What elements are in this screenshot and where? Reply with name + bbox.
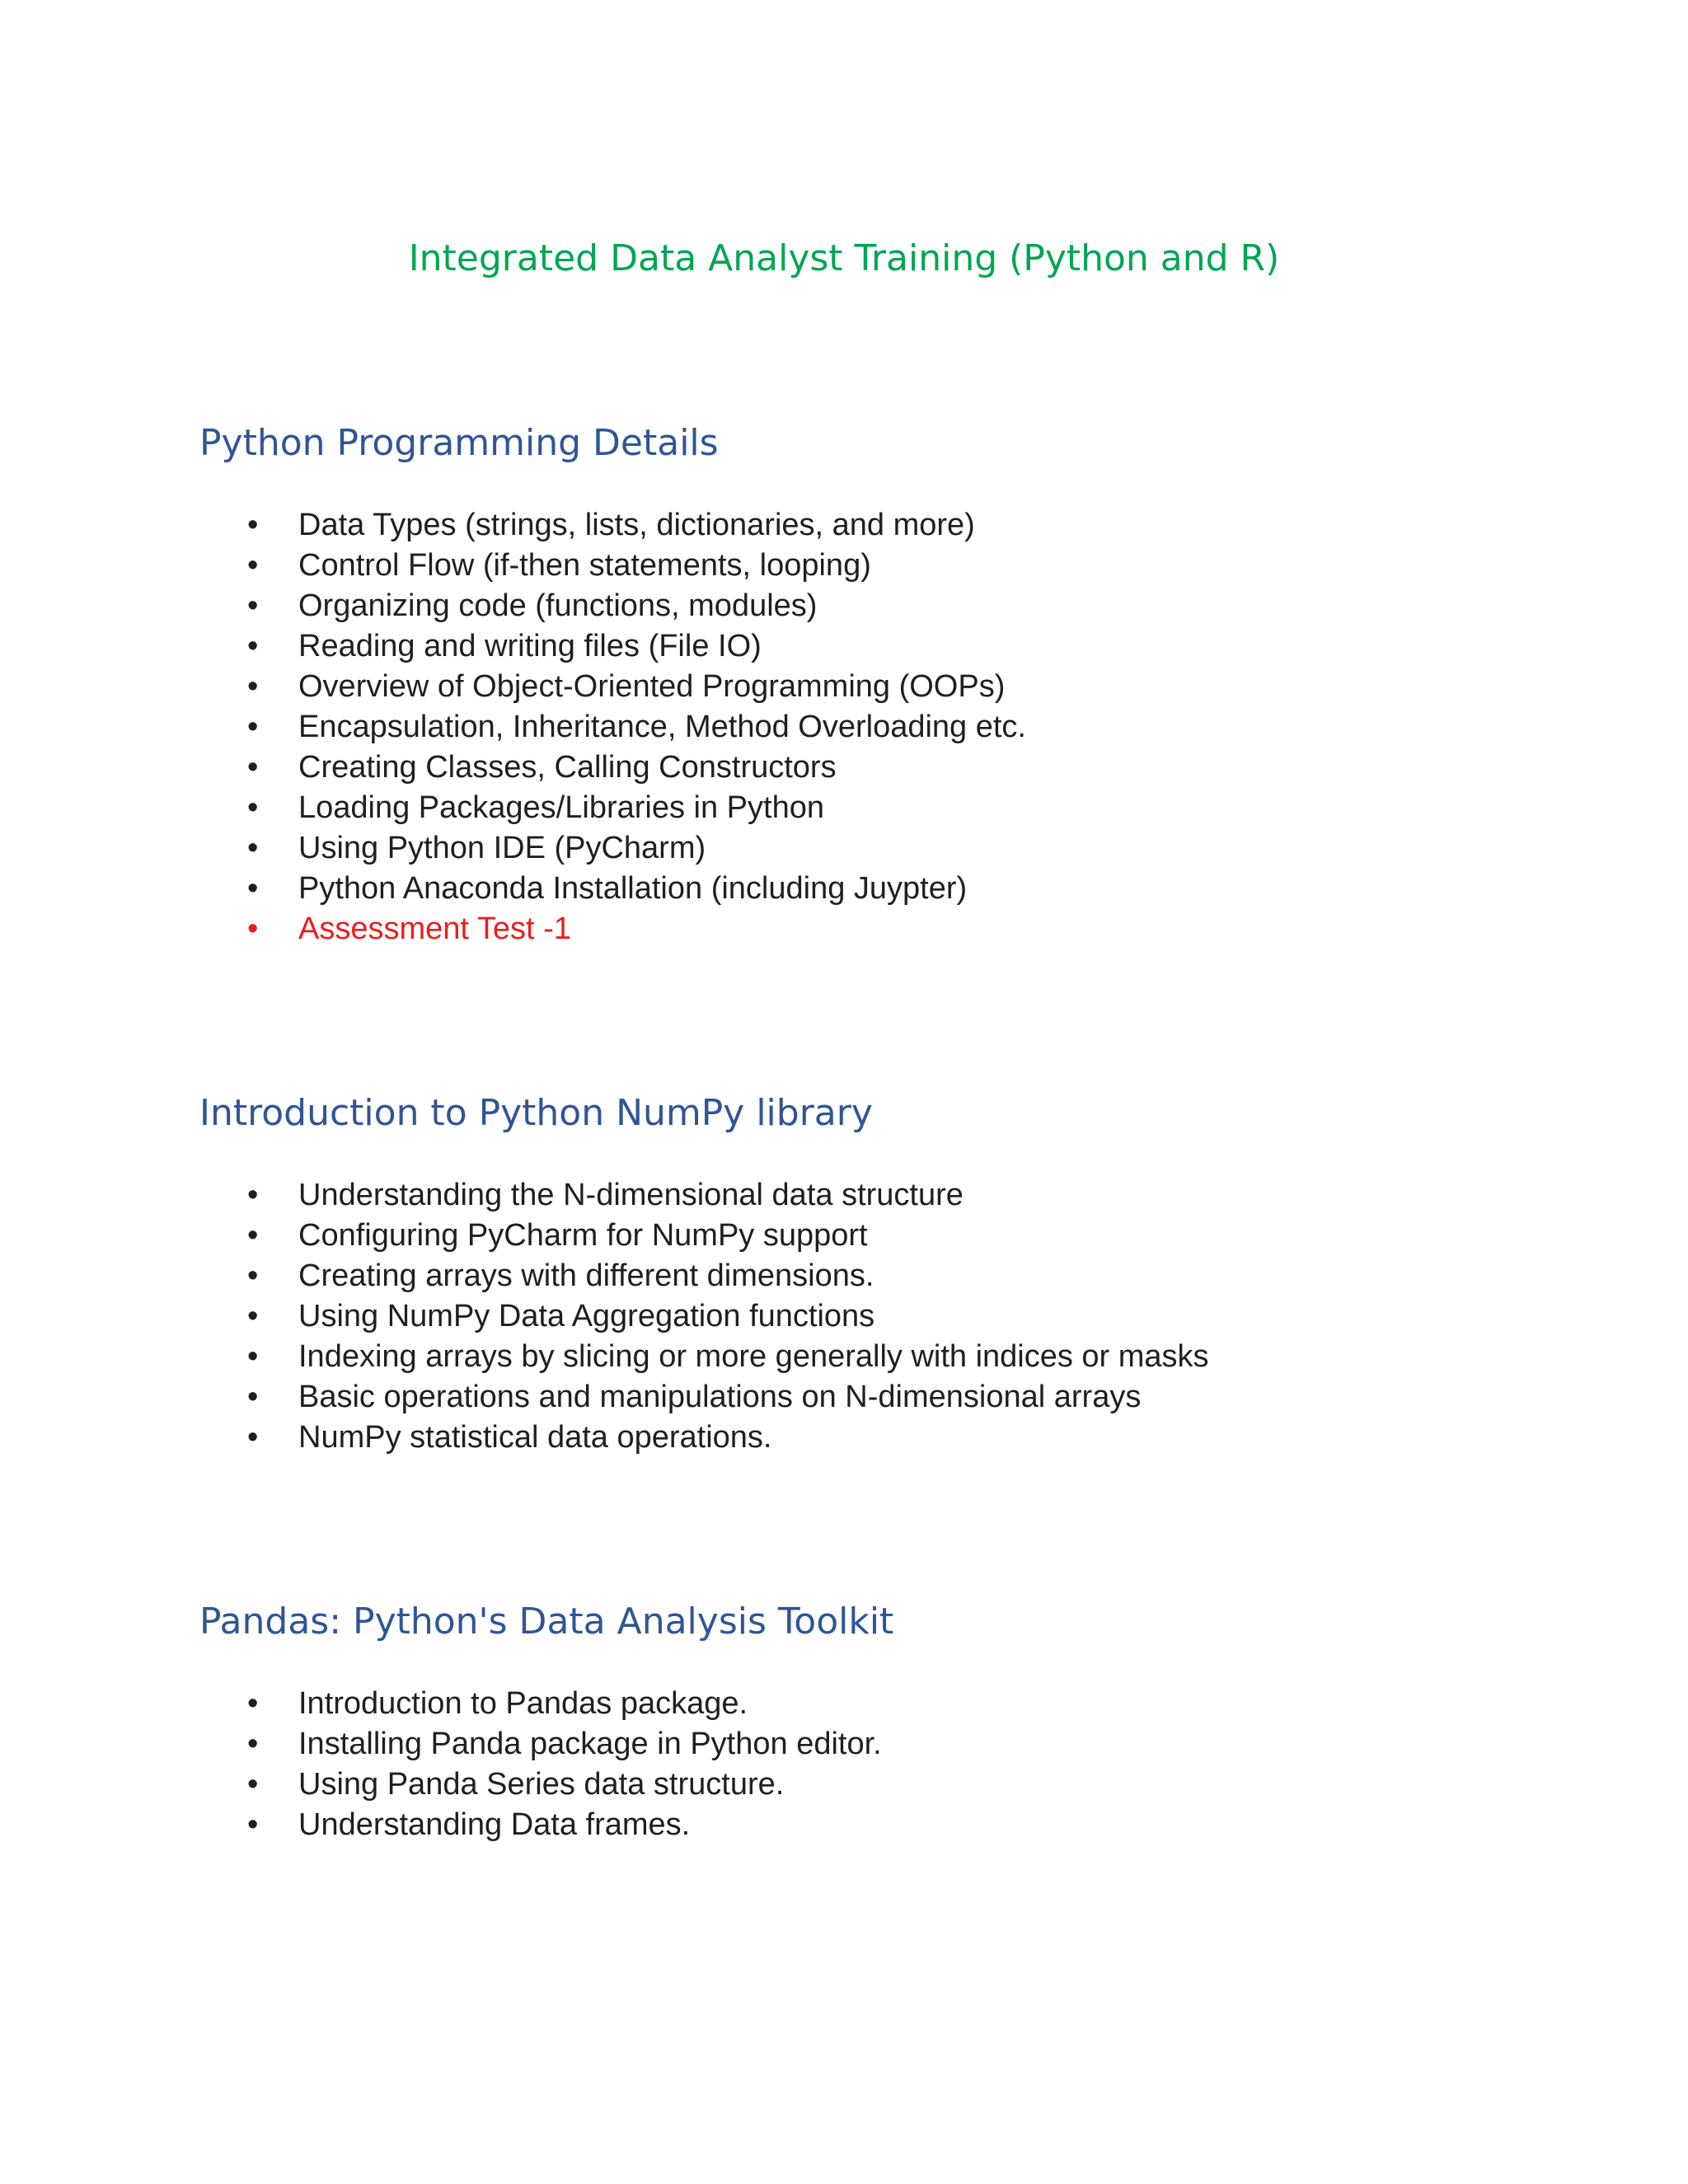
list-item: [199, 1724, 1601, 1765]
bullet-icon: •: [247, 1178, 259, 1212]
bullet-icon: •: [247, 508, 259, 542]
list-item: [199, 1377, 1601, 1418]
section-heading: Python Programming Details: [199, 422, 719, 464]
bullet-icon: •: [247, 1767, 259, 1802]
document-title: Integrated Data Analyst Training (Python and R): [408, 237, 1280, 279]
list-item: [199, 586, 1601, 626]
bullet-icon: •: [247, 912, 259, 946]
list-item: [199, 1175, 1601, 1216]
bullet-icon: •: [247, 790, 259, 825]
list-item-text: Introduction to Pandas package.: [298, 1686, 748, 1721]
list-item-text: Configuring PyCharm for NumPy support: [298, 1218, 868, 1253]
list-item: [199, 1805, 1601, 1845]
list-item-text: Using Python IDE (PyCharm): [298, 831, 706, 865]
bullet-icon: •: [247, 710, 259, 744]
bullet-icon: •: [247, 1686, 259, 1721]
list-item-text: Encapsulation, Inheritance, Method Overloading etc.: [298, 710, 1026, 744]
section-heading: Pandas: Python's Data Analysis Toolkit: [199, 1601, 894, 1643]
bullet-icon: •: [247, 750, 259, 785]
list-item: [199, 707, 1601, 748]
list-item-text: Data Types (strings, lists, dictionaries, and more): [298, 508, 975, 542]
bullet-icon: •: [247, 1420, 259, 1455]
list-item: [199, 788, 1601, 828]
list-item-text: Control Flow (if-then statements, looping): [298, 548, 871, 583]
bullet-icon: •: [247, 1258, 259, 1293]
list-item: [199, 546, 1601, 586]
list-item: [199, 828, 1601, 869]
topic-list: [199, 1684, 1601, 1845]
list-item: [199, 748, 1601, 788]
bullet-icon: •: [247, 669, 259, 704]
list-item: [199, 505, 1601, 546]
list-item-text: Basic operations and manipulations on N-dimensional arrays: [298, 1380, 1142, 1414]
list-item: [199, 1418, 1601, 1458]
list-item-text: Understanding Data frames.: [298, 1807, 691, 1842]
list-item-text: Python Anaconda Installation (including Juypter): [298, 871, 968, 906]
topic-list: [199, 505, 1601, 949]
section-python-programming: [199, 418, 1601, 949]
list-item-text: Creating Classes, Calling Constructors: [298, 750, 837, 785]
bullet-icon: •: [247, 1299, 259, 1333]
bullet-icon: •: [247, 871, 259, 906]
list-item: [199, 667, 1601, 707]
bullet-icon: •: [247, 831, 259, 865]
list-item: [199, 1256, 1601, 1296]
bullet-icon: •: [247, 1727, 259, 1761]
bullet-icon: •: [247, 1218, 259, 1253]
list-item-text: Understanding the N-dimensional data structure: [298, 1178, 964, 1212]
topic-list: [199, 1175, 1601, 1458]
section-numpy-library: [199, 1088, 1601, 1458]
list-item-text: Indexing arrays by slicing or more generally with indices or masks: [298, 1339, 1209, 1374]
list-item: [199, 1684, 1601, 1724]
list-item-text: NumPy statistical data operations.: [298, 1420, 772, 1455]
list-item-text: Overview of Object-Oriented Programming (OOPs): [298, 669, 1006, 704]
list-item-text: Assessment Test -1: [298, 912, 571, 946]
bullet-icon: •: [247, 1339, 259, 1374]
list-item-text: Reading and writing files (File IO): [298, 629, 762, 663]
list-item: [199, 869, 1601, 909]
list-item-text: Organizing code (functions, modules): [298, 588, 818, 623]
bullet-icon: •: [247, 1807, 259, 1842]
bullet-icon: •: [247, 629, 259, 663]
bullet-icon: •: [247, 588, 259, 623]
bullet-icon: •: [247, 1380, 259, 1414]
list-item-text: Using Panda Series data structure.: [298, 1767, 785, 1802]
list-item-text: Loading Packages/Libraries in Python: [298, 790, 824, 825]
list-item-text: Using NumPy Data Aggregation functions: [298, 1299, 875, 1333]
list-item-text: Creating arrays with different dimensions.: [298, 1258, 874, 1293]
list-item: [199, 1765, 1601, 1805]
list-item-text: Installing Panda package in Python editor.: [298, 1727, 882, 1761]
list-item: [199, 1337, 1601, 1377]
list-item: [199, 1216, 1601, 1256]
assessment-item: [199, 909, 1601, 949]
bullet-icon: •: [247, 548, 259, 583]
list-item: [199, 1296, 1601, 1337]
section-heading: Introduction to Python NumPy library: [199, 1092, 873, 1134]
list-item: [199, 626, 1601, 667]
section-pandas-toolkit: [199, 1596, 1601, 1845]
